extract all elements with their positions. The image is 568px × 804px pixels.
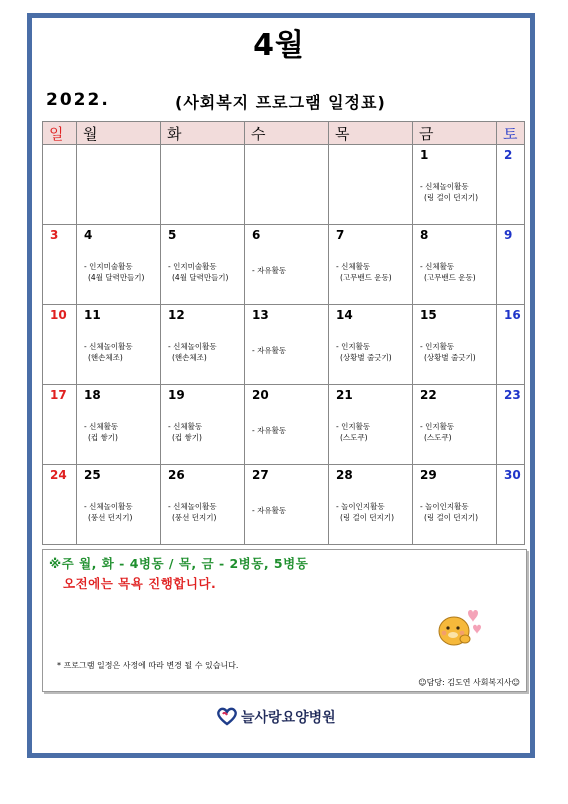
day-number: 8 [420, 228, 429, 242]
activity-name: - 인지활동 [420, 422, 455, 431]
calendar-week-row [43, 225, 525, 305]
activity-detail: (컵 쌓기) [88, 433, 118, 442]
activity-name: - 신체놀이활동 [420, 182, 469, 191]
calendar-cell-sun [43, 145, 77, 225]
weekday-thu: 목 [329, 122, 413, 145]
activity-name: - 인지미술활동 [168, 262, 217, 271]
activity-name: - 신체놀이활동 [84, 502, 133, 511]
calendar-cell-sun [43, 385, 77, 465]
day-number: 9 [504, 228, 513, 242]
activity-name: - 자유활동 [252, 506, 287, 515]
calendar-cell-sun [43, 225, 77, 305]
activity-entry [84, 421, 118, 443]
hospital-name: 늘사랑요양병원 [241, 710, 336, 726]
activity-detail: (4월 달력만들기) [88, 273, 145, 282]
calendar-week-row [43, 305, 525, 385]
day-number: 22 [420, 388, 437, 402]
day-number: 23 [504, 388, 521, 402]
calendar-cell-fri [413, 145, 497, 225]
calendar-cell-fri [413, 305, 497, 385]
weekday-sun: 일 [43, 122, 77, 145]
activity-name: - 신체활동 [336, 262, 371, 271]
activity-detail: (상황별 줄긋기) [424, 353, 476, 362]
weekday-fri: 금 [413, 122, 497, 145]
activity-entry [420, 341, 476, 363]
day-number: 4 [84, 228, 93, 242]
activity-detail: (컵 쌓기) [172, 433, 202, 442]
calendar-cell-tue [161, 225, 245, 305]
activity-entry [168, 261, 228, 283]
activity-entry [168, 421, 202, 443]
day-number: 12 [168, 308, 185, 322]
calendar-cell-thu [329, 145, 413, 225]
day-number: 15 [420, 308, 437, 322]
activity-entry [84, 261, 144, 283]
day-number: 18 [84, 388, 101, 402]
activity-detail: (고무밴드 운동) [424, 273, 476, 282]
calendar-cell-sat [497, 465, 525, 545]
day-number: 1 [420, 148, 429, 162]
activity-entry [336, 421, 370, 443]
calendar-cell-fri [413, 225, 497, 305]
calendar-cell-wed [245, 305, 329, 385]
day-number: 6 [252, 228, 261, 242]
calendar-cell-wed [245, 225, 329, 305]
activity-entry [168, 341, 217, 363]
activity-entry [252, 345, 286, 356]
activity-detail: (4월 달력만들기) [172, 273, 229, 282]
schedule-change-note: * 프로그램 일정은 사정에 따라 변경 될 수 있습니다. [57, 661, 239, 670]
activity-detail: (링 걸이 던지기) [424, 193, 479, 202]
activity-entry [336, 341, 392, 363]
calendar-table [42, 121, 525, 545]
weekday-sat: 토 [497, 122, 525, 145]
weekday-wed: 수 [245, 122, 329, 145]
day-number: 11 [84, 308, 101, 322]
calendar-cell-tue [161, 385, 245, 465]
activity-entry [420, 261, 476, 283]
activity-name: - 자유활동 [252, 266, 287, 275]
calendar-cell-wed [245, 385, 329, 465]
activity-detail: (풍선 던지기) [88, 513, 133, 522]
activity-entry [420, 501, 478, 523]
calendar-cell-fri [413, 465, 497, 545]
day-number: 10 [50, 308, 67, 322]
activity-name: - 인지활동 [420, 342, 455, 351]
calendar-cell-sun [43, 465, 77, 545]
calendar-cell-thu [329, 305, 413, 385]
calendar-week-row [43, 465, 525, 545]
calendar-cell-thu [329, 225, 413, 305]
calendar-cell-thu [329, 385, 413, 465]
weekday-header-row [43, 122, 525, 145]
day-number: 5 [168, 228, 177, 242]
calendar-cell-sat [497, 145, 525, 225]
calendar-cell-thu [329, 465, 413, 545]
activity-name: - 신체놀이활동 [168, 502, 217, 511]
calendar-cell-wed [245, 145, 329, 225]
calendar-cell-sat [497, 225, 525, 305]
day-number: 21 [336, 388, 353, 402]
weekday-tue: 화 [161, 122, 245, 145]
calendar-cell-tue [161, 465, 245, 545]
activity-detail: (풍선 던지기) [172, 513, 217, 522]
calendar-week-row [43, 385, 525, 465]
day-number: 30 [504, 468, 521, 482]
activity-entry [336, 261, 392, 283]
activity-detail: (링 걸이 던지기) [424, 513, 479, 522]
calendar-cell-sat [497, 385, 525, 465]
year-label: 2022. [46, 90, 110, 110]
day-number: 29 [420, 468, 437, 482]
activity-name: - 놀이인지활동 [420, 502, 469, 511]
activity-detail: (핸손체조) [172, 353, 207, 362]
calendar-cell-mon [77, 225, 161, 305]
activity-entry [420, 421, 454, 443]
activity-entry [84, 501, 133, 523]
day-number: 20 [252, 388, 269, 402]
activity-detail: (링 걸이 던지기) [340, 513, 395, 522]
bath-notice: 오전에는 목욕 진행합니다. [63, 576, 217, 591]
activity-name: - 신체놀이활동 [84, 342, 133, 351]
ward-schedule-notice: ※주 월, 화 - 4병동 / 목, 금 - 2병동, 5병동 [49, 556, 309, 571]
calendar-cell-sun [43, 305, 77, 385]
schedule-subtitle: (사회복지 프로그램 일정표) [175, 93, 386, 112]
calendar-week-row [43, 145, 525, 225]
activity-detail: (스도쿠) [340, 433, 368, 442]
calendar-cell-mon [77, 145, 161, 225]
activity-name: - 자유활동 [252, 426, 287, 435]
day-number: 14 [336, 308, 353, 322]
calendar-cell-mon [77, 385, 161, 465]
activity-entry [252, 505, 286, 516]
activity-entry [336, 501, 394, 523]
month-title: 4월 [253, 28, 305, 63]
day-number: 24 [50, 468, 67, 482]
activity-name: - 신체활동 [168, 422, 203, 431]
calendar-cell-mon [77, 305, 161, 385]
notice-box [42, 549, 527, 692]
activity-name: - 신체활동 [420, 262, 455, 271]
activity-name: - 인지미술활동 [84, 262, 133, 271]
day-number: 28 [336, 468, 353, 482]
day-number: 25 [84, 468, 101, 482]
calendar-cell-fri [413, 385, 497, 465]
character-sticker-icon [432, 603, 484, 651]
activity-detail: (고무밴드 운동) [340, 273, 392, 282]
activity-detail: (상황별 줄긋기) [340, 353, 392, 362]
activity-name: - 신체놀이활동 [168, 342, 217, 351]
activity-entry [84, 341, 133, 363]
heart-logo-icon [216, 705, 238, 727]
calendar-cell-tue [161, 145, 245, 225]
activity-entry [252, 425, 286, 436]
day-number: 27 [252, 468, 269, 482]
activity-name: - 신체활동 [84, 422, 119, 431]
activity-name: - 인지활동 [336, 422, 371, 431]
day-number: 2 [504, 148, 513, 162]
activity-entry [252, 265, 286, 276]
day-number: 17 [50, 388, 67, 402]
day-number: 3 [50, 228, 59, 242]
calendar-cell-wed [245, 465, 329, 545]
activity-entry [168, 501, 217, 523]
day-number: 26 [168, 468, 185, 482]
calendar-cell-sat [497, 305, 525, 385]
activity-name: - 자유활동 [252, 346, 287, 355]
activity-detail: (핸손체조) [88, 353, 123, 362]
day-number: 19 [168, 388, 185, 402]
weekday-mon: 월 [77, 122, 161, 145]
activity-name: - 놀이인지활동 [336, 502, 385, 511]
calendar-cell-mon [77, 465, 161, 545]
activity-entry [420, 181, 478, 203]
activity-name: - 인지활동 [336, 342, 371, 351]
activity-detail: (스도쿠) [424, 433, 452, 442]
day-number: 13 [252, 308, 269, 322]
manager-label: ☺담당: 김도연 사회복지사☺ [418, 678, 520, 687]
hospital-footer [216, 705, 376, 729]
calendar-cell-tue [161, 305, 245, 385]
day-number: 7 [336, 228, 345, 242]
day-number: 16 [504, 308, 521, 322]
